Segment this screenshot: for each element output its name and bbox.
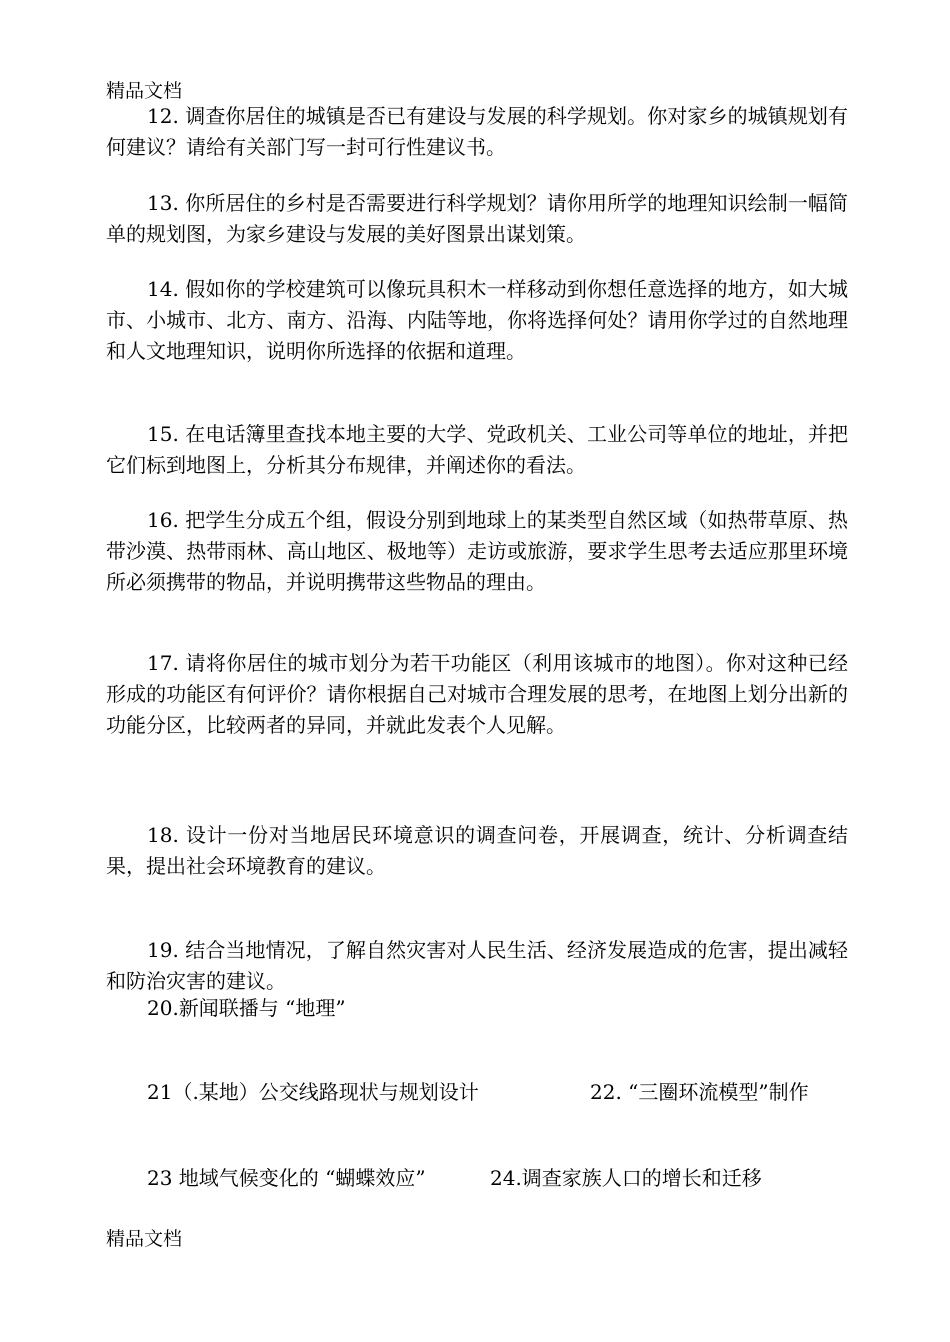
item-20: 20.新闻联播与 “地理”: [147, 996, 346, 1020]
item-23: 23 地域气候变化的 “蝴蝶效应”: [147, 1166, 426, 1190]
item-14: 14. 假如你的学校建筑可以像玩具积木一样移动到你想任意选择的地方，如大城市、小城市、北方、南方、沿海、内陆等地，你将选择何处？请用你学过的自然地理和人文地理知识，说明你所选择的依据和道理。: [106, 277, 848, 363]
page-footer: 精品文档: [106, 1228, 183, 1250]
item-21: 21（.某地）公交线路现状与规划设计: [147, 1080, 479, 1104]
item-12: 12. 调查你居住的城镇是否已有建设与发展的科学规划。你对家乡的城镇规划有何建议？请给有关部门写一封可行性建议书。: [106, 104, 848, 159]
item-24: 24.调查家族人口的增长和迁移: [490, 1166, 762, 1190]
page-header: 精品文档: [106, 80, 183, 102]
item-13: 13. 你所居住的乡村是否需要进行科学规划？请你用所学的地理知识绘制一幅简单的规划图，为家乡建设与发展的美好图景出谋划策。: [106, 191, 848, 246]
item-19: 19. 结合当地情况，了解自然灾害对人民生活、经济发展造成的危害，提出减轻和防治灾害的建议。: [106, 938, 848, 993]
item-15: 15. 在电话簿里查找本地主要的大学、党政机关、工业公司等单位的地址，并把它们标到地图上，分析其分布规律，并阐述你的看法。: [106, 422, 848, 477]
item-16: 16. 把学生分成五个组，假设分别到地球上的某类型自然区域（如热带草原、热带沙漠、热带雨林、高山地区、极地等）走访或旅游，要求学生思考去适应那里环境所必须携带的物品，并说明携带这些物品的理由。: [106, 508, 848, 594]
item-18: 18. 设计一份对当地居民环境意识的调查问卷，开展调查，统计、分析调查结果，提出社会环境教育的建议。: [106, 823, 848, 878]
item-17: 17. 请将你居住的城市划分为若干功能区（利用该城市的地图）。你对这种已经形成的功能区有何评价？请你根据自己对城市合理发展的思考，在地图上划分出新的功能分区，比较两者的异同，并就此发表个人见解。: [106, 651, 848, 737]
item-22: 22. “三圈环流模型”制作: [590, 1080, 809, 1104]
